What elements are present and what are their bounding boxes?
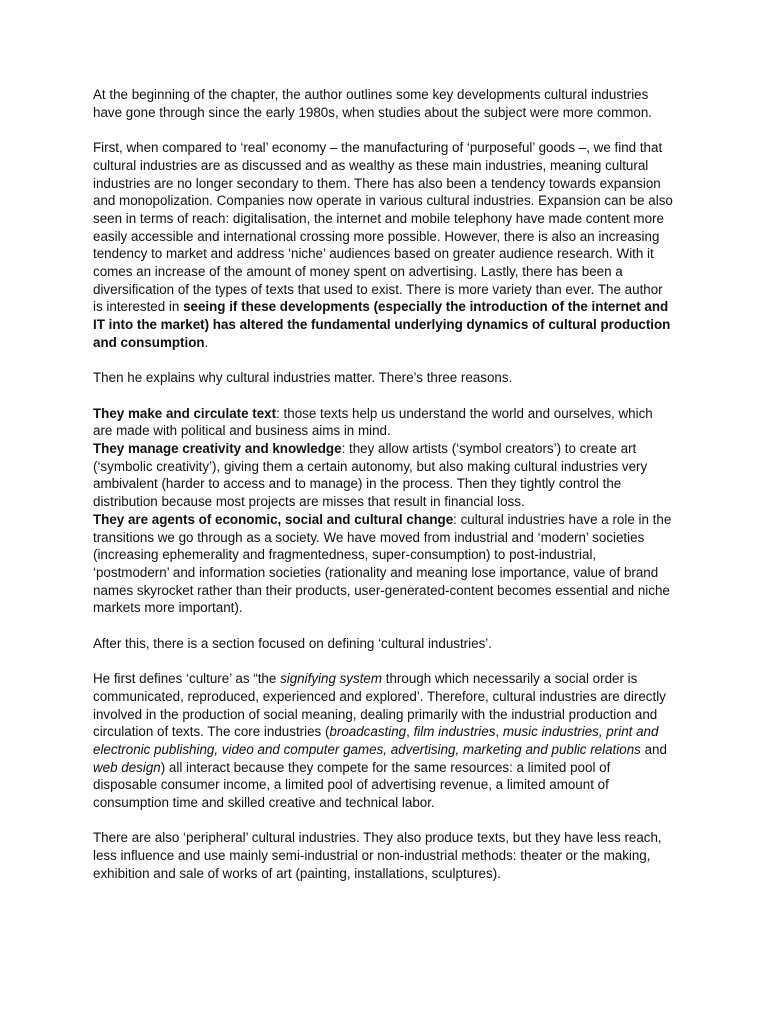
culture-text: He first defines ‘culture’ as “the [93, 671, 281, 687]
developments-text: First, when compared to ‘real’ economy – the manufacturing of ‘purposeful’ goods –, we find that cultural industries are as discussed and as wealthy as these main industries, meaning cultural industries are no longer secondary to them. There has also been a tendency towards expansion and monopolization. Companies now operate in various cultural industries. Expansion can be also seen in terms of reach: digitalisation, the internet and mobile telephony have made content more easily accessible and international crossing more possible. However, there is also an increasing tendency to market and address ‘niche’ audiences based on greater audience research. With it comes an increase of the amount of money spent on advertising. Lastly, there has been a diversification of the types of texts that used to exist. There is more variety than ever. The author is interested in [93, 140, 673, 315]
culture-text: ) all interact because they compete for the same resources: a limited pool of disposable consumer income, a limited pool of advertising revenue, a limited amount of consumption time and skilled creative and technical labor. [93, 759, 611, 811]
culture-italic: film industries [413, 724, 496, 740]
reasons-intro-paragraph: Then he explains why cultural industries matter. There’s three reasons. [93, 370, 513, 386]
reason-heading: They are agents of economic, social and cultural change [93, 511, 454, 527]
developments-emphasis: seeing if these developments (especially the introduction of the internet and IT into the market) has altered the fundamental underlying dynamics of cultural production and consumption [93, 299, 671, 350]
culture-italic: music industries, print and electronic publishing, video and computer games, advertising, marketing and public relations [93, 724, 659, 757]
document-body [93, 86, 675, 883]
culture-definition-paragraph [93, 670, 675, 812]
reason-item [93, 405, 675, 440]
intro-paragraph: At the beginning of the chapter, the author outlines some key developments cultural industries have gone through since the early 1980s, when studies about the subject were more common. [93, 87, 653, 120]
reason-text: : those texts help us understand the world and ourselves, which are made with political and business aims in mind. [93, 405, 653, 439]
peripheral-paragraph: There are also ‘peripheral’ cultural industries. They also produce texts, but they have less reach, less influence and use mainly semi-industrial or non-industrial methods: theater or the making, exhibition and sale of works of art (painting, installations, sculptures). [93, 830, 662, 881]
culture-text: , [406, 724, 414, 740]
culture-text: through which necessarily a social order is communicated, reproduced, experienced and explored’. Therefore, cultural industries are directly involved in the production of social meaning, dealing primarily with the industrial production and circulation of texts. The core industries ( [93, 671, 666, 740]
reason-text: : cultural industries have a role in the transitions we go through as a society. We have moved from industrial and ‘modern’ societies (increasing ephemerality and fragmentedness, super-consumption) to post-industrial, ‘postmodern’ and information societies (rationality and meaning lose importance, value of brand names skyrocket rather than their products, user-generated-content becomes essential and niche markets more important). [93, 511, 672, 616]
developments-paragraph [93, 139, 675, 351]
culture-italic: web design [93, 759, 161, 775]
reasons-list [93, 405, 675, 617]
culture-text: , [495, 724, 503, 740]
reason-text: : they allow artists (‘symbol creators’) to create art (‘symbolic creativity’), giving them a certain autonomy, but also making cultural industries very ambivalent (harder to access and to manage) in the process. Then they tightly control the distribution because most projects are misses that result in financial loss. [93, 441, 648, 510]
reason-item [93, 511, 675, 617]
developments-end: . [204, 334, 209, 350]
definition-intro-paragraph: After this, there is a section focused on defining ‘cultural industries’. [93, 635, 492, 651]
culture-text: and [640, 741, 667, 757]
culture-italic: broadcasting [329, 724, 407, 740]
reason-heading: They manage creativity and knowledge [93, 441, 342, 457]
reason-item [93, 440, 675, 511]
culture-italic: signifying system [280, 671, 383, 687]
reason-heading: They make and circulate text [93, 405, 277, 421]
